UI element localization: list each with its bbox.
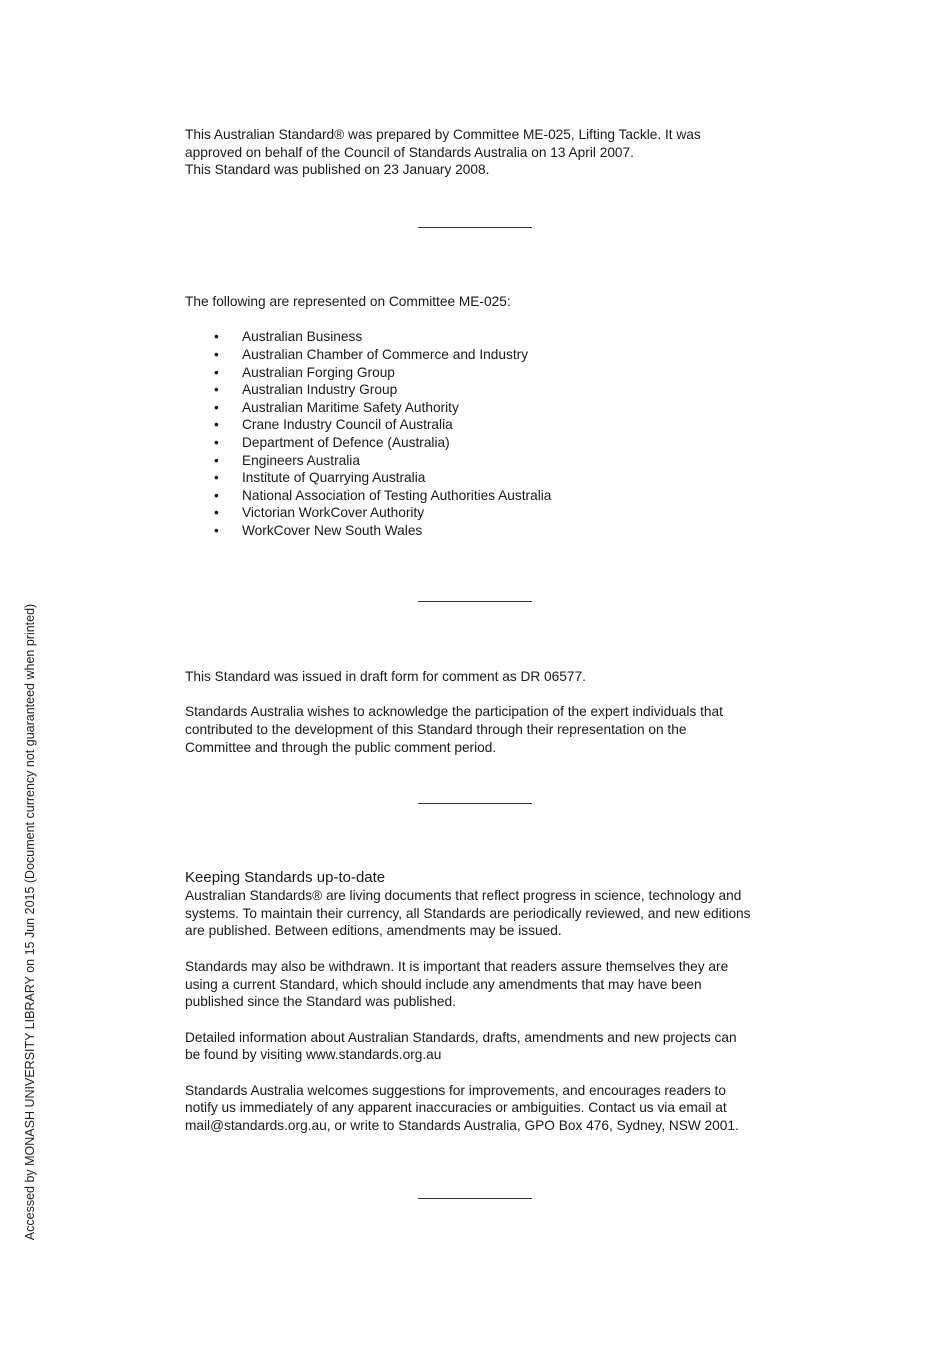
paragraph-line: notify us immediately of any apparent inaccuracies or ambiguities. Contact us via email at <box>185 1100 727 1116</box>
paragraph-line: using a current Standard, which should include any amendments that may have been <box>185 976 702 992</box>
section-divider <box>418 227 532 228</box>
section-divider <box>418 601 532 602</box>
preparation-line: approved on behalf of the Council of Standards Australia on 13 April 2007. <box>185 144 634 160</box>
bullet-icon: • <box>214 487 219 503</box>
section-divider <box>418 1198 532 1199</box>
paragraph-line: Standards Australia welcomes suggestions for improvements, and encourages readers to <box>185 1082 726 1098</box>
section-heading: Keeping Standards up-to-date <box>185 869 386 886</box>
publication-line: This Standard was published on 23 January 2008. <box>185 162 490 178</box>
bullet-icon: • <box>214 452 219 468</box>
preparation-statement <box>185 126 785 179</box>
bullet-icon: • <box>214 470 219 486</box>
bullet-icon: • <box>214 434 219 450</box>
bullet-icon: • <box>214 522 219 538</box>
list-item: • Engineers Australia <box>214 452 360 468</box>
draft-issue-statement: This Standard was issued in draft form for comment as DR 06577. <box>185 669 586 684</box>
keeping-standards-section <box>185 869 785 1135</box>
paragraph-line: mail@standards.org.au, or write to Standards Australia, GPO Box 476, Sydney, NSW 2001. <box>185 1118 739 1134</box>
preparation-line: This Australian Standard® was prepared by Committee ME-025, Lifting Tackle. It was <box>185 127 701 142</box>
bullet-icon: • <box>214 505 219 521</box>
committee-member-list <box>185 328 785 539</box>
bullet-icon: • <box>214 346 219 362</box>
paragraph-line: Australian Standards® are living documents that reflect progress in science, technology and <box>185 888 742 903</box>
list-item: • Australian Business <box>214 329 363 345</box>
acknowledgement-line: Committee and through the public comment period. <box>185 739 497 755</box>
bullet-icon: • <box>214 382 219 398</box>
paragraph-line: be found by visiting www.standards.org.au <box>185 1047 442 1063</box>
paragraph-line: published since the Standard was published. <box>185 994 456 1010</box>
list-item: • Victorian WorkCover Authority <box>214 505 425 521</box>
paragraph-line: are published. Between editions, amendments may be issued. <box>185 923 562 939</box>
draft-acknowledgement <box>185 668 785 757</box>
section-divider <box>418 803 532 804</box>
committee-representation <box>185 293 785 540</box>
access-watermark: Accessed by MONASH UNIVERSITY LIBRARY on 15 Jun 2015 (Document currency not guaranteed when printed) <box>23 603 37 1241</box>
bullet-icon: • <box>214 329 219 345</box>
acknowledgement-line: contributed to the development of this Standard through their representation on the <box>185 722 687 738</box>
paragraph-line: Standards may also be withdrawn. It is important that readers assure themselves they are <box>185 958 729 974</box>
list-item: • Crane Industry Council of Australia <box>214 417 453 433</box>
bullet-icon: • <box>214 364 219 380</box>
list-item: • WorkCover New South Wales <box>214 522 423 538</box>
list-item: • National Association of Testing Authorities Australia <box>214 487 552 503</box>
bullet-icon: • <box>214 417 219 433</box>
bullet-icon: • <box>214 399 219 415</box>
list-item: • Australian Forging Group <box>214 364 395 380</box>
list-item: • Australian Chamber of Commerce and Industry <box>214 346 529 362</box>
list-item: • Institute of Quarrying Australia <box>214 470 426 486</box>
paragraph-line: systems. To maintain their currency, all Standards are periodically reviewed, and new editions <box>185 905 751 921</box>
list-item: • Australian Industry Group <box>214 382 398 398</box>
committee-intro: The following are represented on Committee ME-025: <box>185 294 511 309</box>
list-item: • Department of Defence (Australia) <box>214 434 450 450</box>
list-item: • Australian Maritime Safety Authority <box>214 399 459 415</box>
acknowledgement-line: Standards Australia wishes to acknowledge the participation of the expert individuals that <box>185 704 723 720</box>
paragraph-line: Detailed information about Australian Standards, drafts, amendments and new projects can <box>185 1029 737 1045</box>
